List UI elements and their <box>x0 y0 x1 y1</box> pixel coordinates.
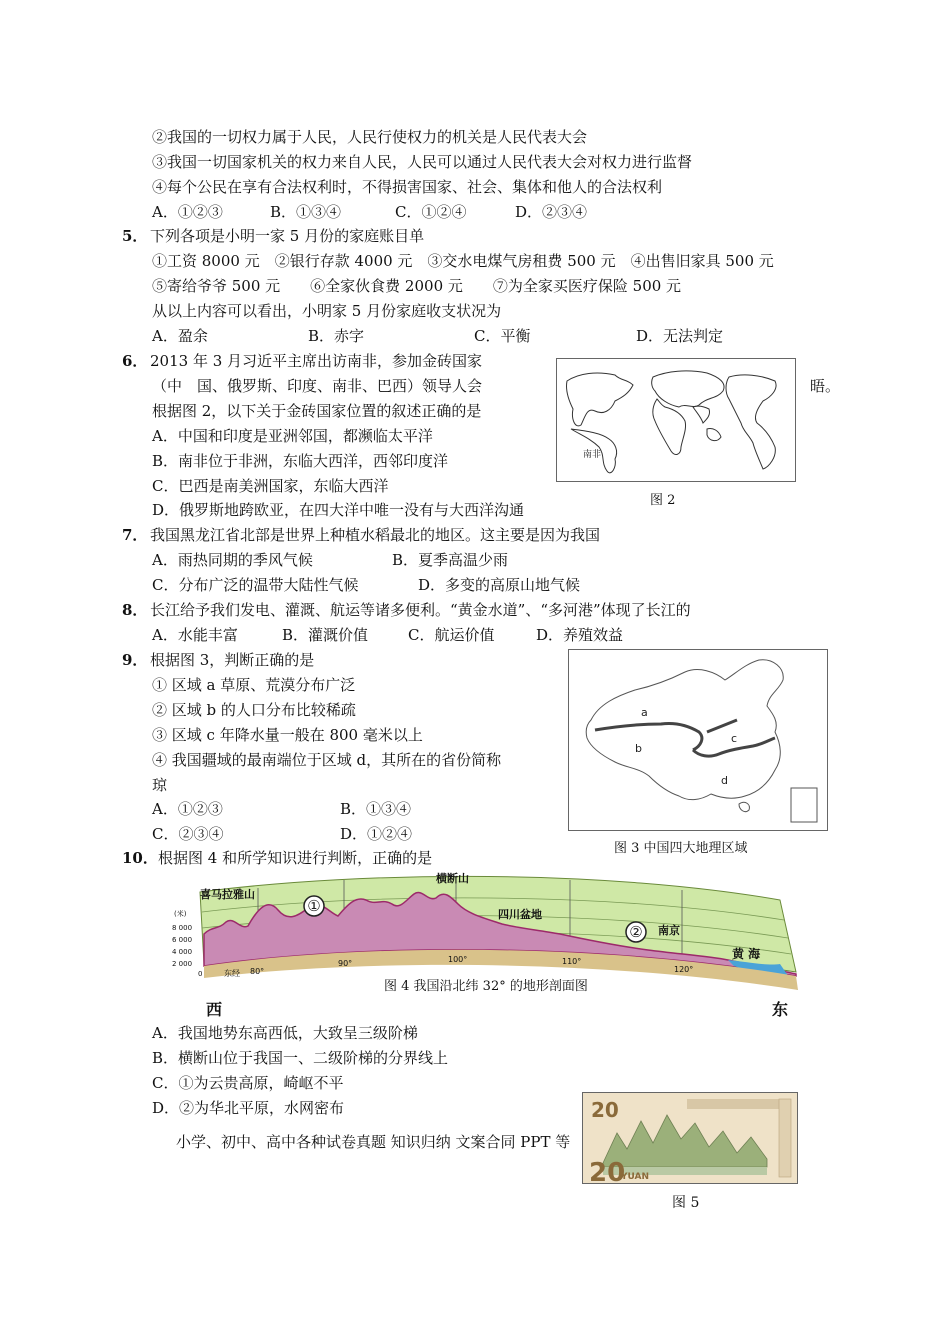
q4-option-d: D．②③④ <box>515 203 588 221</box>
q4-statement-2: ②我国的一切权力属于人民，人民行使权力的机关是人民代表大会 <box>152 128 588 146</box>
himalaya-label: 喜马拉雅山 <box>200 888 255 901</box>
q6-number: 6． <box>122 352 148 370</box>
q8-option-c: C．航运价值 <box>408 626 495 644</box>
region-c-label: c <box>731 732 738 745</box>
fig5-caption: 图 5 <box>672 1195 700 1211</box>
region-a-label: a <box>641 706 648 719</box>
region-b-label: b <box>635 742 642 755</box>
hengduan-label: 横断山 <box>436 872 469 885</box>
q9-statement-4: ④ 我国疆域的最南端位于区域 d，其所在的省份简称 <box>152 751 502 769</box>
q7-option-c: C．分布广泛的温带大陆性气候 <box>152 576 359 594</box>
denomination-bottom: 20 <box>589 1158 626 1183</box>
profile-circle-2: ② <box>629 923 643 941</box>
fig3-caption: 图 3 中国四大地理区域 <box>614 841 748 856</box>
q9-option-c: C．②③④ <box>152 825 224 843</box>
q4-option-a: A．①②③ <box>152 203 223 221</box>
q5-number: 5． <box>122 227 148 245</box>
q10-option-c: C．①为云贵高原，崎岖不平 <box>152 1074 344 1092</box>
y-tick-0: 0 <box>198 970 203 978</box>
q10-number: 10． <box>122 849 158 867</box>
q8-option-b: B．灌溉价值 <box>282 626 369 644</box>
longitude-100: 100° <box>448 955 468 964</box>
y-tick-6000: 6 000 <box>172 936 193 944</box>
longitude-prefix: 东经 <box>224 969 240 978</box>
q7-option-a: A．雨热同期的季风气候 <box>152 551 313 569</box>
nanjing-label: 南京 <box>658 924 680 937</box>
q10-option-d: D．②为华北平原，水网密布 <box>152 1099 345 1117</box>
q6-option-b: B．南非位于非洲，东临大西洋，西邻印度洋 <box>152 452 449 470</box>
q9-statement-3: ③ 区域 c 年降水量一般在 800 毫米以上 <box>152 726 423 744</box>
q4-option-b: B．①③④ <box>270 203 342 221</box>
q7-option-b: B．夏季高温少雨 <box>392 551 509 569</box>
longitude-80: 80° <box>250 967 265 976</box>
longitude-90: 90° <box>338 959 353 968</box>
q5-stem: 下列各项是小明一家 5 月份的家庭账目单 <box>150 227 425 245</box>
fig2-caption: 图 2 <box>650 493 676 508</box>
q9-option-a: A．①②③ <box>152 800 223 818</box>
y-tick-8000: 8 000 <box>172 924 193 932</box>
q6-line1: 2013 年 3 月习近平主席出访南非，参加金砖国家 <box>150 352 483 370</box>
q9-stem: 根据图 3，判断正确的是 <box>150 651 315 669</box>
q8-option-a: A．水能丰富 <box>152 626 238 644</box>
q6-line3: 根据图 2，以下关于金砖国家位置的叙述正确的是 <box>152 402 482 420</box>
q4-statement-4: ④每个公民在享有合法权利时，不得损害国家、社会、集体和他人的合法权利 <box>152 178 663 196</box>
q10-option-b: B．横断山位于我国一、二级阶梯的分界线上 <box>152 1049 449 1067</box>
south-africa-label: 南非 <box>583 450 602 460</box>
q10-stem: 根据图 4 和所学知识进行判断，正确的是 <box>158 849 433 867</box>
q6-line2: （中 国、俄罗斯、印度、南非、巴西）领导人会 <box>152 377 483 395</box>
y-tick-2000: 2 000 <box>172 960 193 968</box>
q7-option-d: D．多变的高原山地气候 <box>418 576 581 594</box>
sichuan-basin-label: 四川盆地 <box>498 908 542 921</box>
region-d-label: d <box>721 774 728 787</box>
footer-text: 小学、初中、高中各种试卷真题 知识归纳 文案合同 PPT 等 <box>176 1133 571 1151</box>
banknote-figure <box>582 1092 798 1184</box>
q6-option-c: C．巴西是南美洲国家，东临大西洋 <box>152 477 389 495</box>
q9-statement-2: ② 区域 b 的人口分布比较稀疏 <box>152 701 356 719</box>
china-map-outline <box>569 650 827 830</box>
y-axis-unit: (米) <box>174 910 187 918</box>
longitude-120: 120° <box>674 965 694 974</box>
denomination-top: 20 <box>591 1098 619 1122</box>
yellow-sea-label: 黄 海 <box>732 947 761 961</box>
terrain-profile-svg <box>168 868 808 1020</box>
q9-statement-1: ① 区域 a 草原、荒漠分布广泛 <box>152 676 356 694</box>
q5-option-d: D．无法判定 <box>636 327 724 345</box>
q5-question: 从以上内容可以看出，小明家 5 月份家庭收支状况为 <box>152 302 502 320</box>
banknote-image <box>583 1093 797 1183</box>
q8-option-d: D．养殖效益 <box>536 626 624 644</box>
q6-line2-tail: 晤。 <box>810 377 841 395</box>
profile-circle-1: ① <box>307 897 321 915</box>
world-map-outline <box>557 359 795 481</box>
q5-items-line1: ①工资 8000 元 ②银行存款 4000 元 ③交水电煤气房租费 500 元 ④出售旧家具 500 元 <box>152 252 774 270</box>
q5-option-a: A．盈余 <box>152 327 208 345</box>
q4-statement-3: ③我国一切国家机关的权力来自人民，人民可以通过人民代表大会对权力进行监督 <box>152 153 693 171</box>
q10-option-a: A．我国地势东高西低，大致呈三级阶梯 <box>152 1024 418 1042</box>
china-regions-map-figure <box>568 649 828 831</box>
q8-stem: 长江给予我们发电、灌溉、航运等诸多便利。“黄金水道”、“多河港”体现了长江的 <box>150 601 691 619</box>
q9-statement-4-cont: 琼 <box>152 776 168 794</box>
longitude-110: 110° <box>562 957 582 966</box>
q4-option-c: C．①②④ <box>395 203 467 221</box>
q6-option-a: A．中国和印度是亚洲邻国，都濒临太平洋 <box>152 427 433 445</box>
yuan-text: YUAN <box>621 1172 650 1182</box>
fig4-caption: 图 4 我国沿北纬 32° 的地形剖面图 <box>384 979 588 994</box>
q7-number: 7． <box>122 526 148 544</box>
q9-number: 9． <box>122 651 148 669</box>
q5-option-c: C．平衡 <box>474 327 531 345</box>
east-label: 东 <box>772 1000 789 1019</box>
q6-option-d: D．俄罗斯地跨欧亚，在四大洋中唯一没有与大西洋沟通 <box>152 501 525 519</box>
world-map-figure <box>556 358 796 482</box>
terrain-profile-figure <box>168 868 808 1020</box>
q5-items-line2: ⑤寄给爷爷 500 元 ⑥全家伙食费 2000 元 ⑦为全家买医疗保险 500 元 <box>152 277 682 295</box>
y-tick-4000: 4 000 <box>172 948 193 956</box>
q8-number: 8． <box>122 601 148 619</box>
west-label: 西 <box>206 1000 223 1019</box>
q5-option-b: B．赤字 <box>308 327 365 345</box>
q9-option-d: D．①②④ <box>340 825 413 843</box>
q9-option-b: B．①③④ <box>340 800 412 818</box>
q7-stem: 我国黑龙江省北部是世界上种植水稻最北的地区。这主要是因为我国 <box>150 526 601 544</box>
